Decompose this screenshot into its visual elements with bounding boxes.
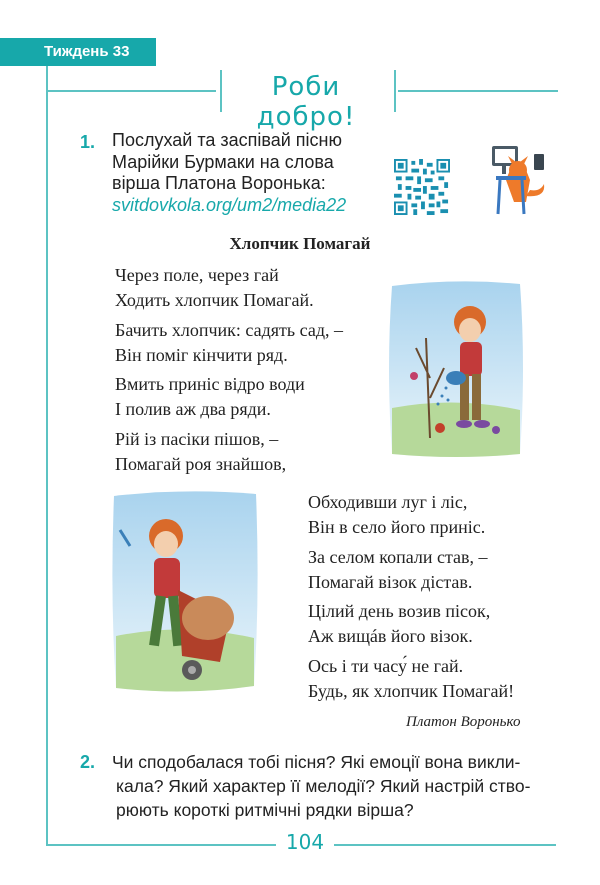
fox-computer-icon	[486, 140, 556, 220]
poem-line: Він в село його приніс.	[308, 517, 486, 537]
poem-line: Помагай роя знайшов,	[115, 454, 287, 474]
boy-wheelbarrow-illustration	[110, 486, 260, 696]
poem-line: Цілий день возив пісок,	[308, 601, 491, 621]
qr-code-icon[interactable]	[394, 158, 450, 216]
frame-bottom-line-right	[334, 844, 556, 846]
poem-stanza	[115, 263, 314, 313]
poem-stanza	[308, 490, 485, 540]
poem-author: Платон Воронько	[406, 714, 521, 730]
title-bracket-right	[394, 70, 396, 112]
task1-text	[112, 130, 392, 216]
poem-line: Рій із пасіки пішов, –	[115, 429, 279, 449]
frame-bottom-line-left	[46, 844, 276, 846]
poem-line: Ось і ти часу́ не гай.	[308, 656, 464, 676]
poem-line: Аж вищáв його візок.	[308, 626, 473, 646]
poem-line: І полив аж два ряди.	[115, 399, 271, 419]
poem-title: Хлопчик Помагай	[229, 234, 371, 253]
task2-text	[112, 750, 556, 822]
poem-line: Будь, як хлопчик Помагай!	[308, 681, 515, 701]
poem-stanza	[115, 318, 343, 368]
poem-stanza	[115, 372, 305, 422]
poem-line: Ходить хлопчик Помагай.	[115, 290, 314, 310]
poem-stanza	[308, 599, 490, 649]
poem-line: Бачить хлопчик: садять сад, –	[115, 320, 343, 340]
boy-watering-illustration	[386, 278, 526, 460]
task1-line: Послухай та заспівай пісню	[112, 130, 342, 150]
poem-stanza	[115, 427, 286, 477]
task1-number: 1.	[80, 132, 96, 152]
poem-line: Вмить приніс відро води	[115, 374, 305, 394]
poem-line: Він поміг кінчити ряд.	[115, 345, 288, 365]
task2-line: кала? Який характер її мелодії? Який настрій ство-	[116, 776, 531, 796]
frame-top-line-right	[398, 90, 558, 92]
poem-line: Обходивши луг і ліс,	[308, 492, 468, 512]
poem-stanza	[308, 654, 514, 704]
poem-line: Помагай візок дістав.	[308, 572, 473, 592]
media-link[interactable]: svitdovkola.org/um2/media22	[112, 194, 347, 215]
week-label: Тиждень 33	[0, 38, 156, 66]
page-title: Роби добро!	[256, 72, 356, 132]
task1-line: вірша Платона Воронька:	[112, 173, 326, 193]
poem-line: Через поле, через гай	[115, 265, 279, 285]
poem-stanza	[308, 545, 488, 595]
page-number: 104	[280, 830, 330, 854]
task1-line: Марійки Бурмаки на слова	[112, 151, 334, 172]
task2-line: рюють короткі ритмічні рядки вірша?	[116, 800, 414, 820]
frame-top-line-left	[46, 90, 216, 92]
task2-number: 2.	[80, 752, 96, 772]
poem-line: За селом копали став, –	[308, 547, 488, 567]
title-bracket-left	[220, 70, 222, 112]
frame-left-line	[46, 66, 48, 846]
task2-line: Чи сподобалася тобі пісня? Які емоції вона викли-	[112, 752, 521, 772]
